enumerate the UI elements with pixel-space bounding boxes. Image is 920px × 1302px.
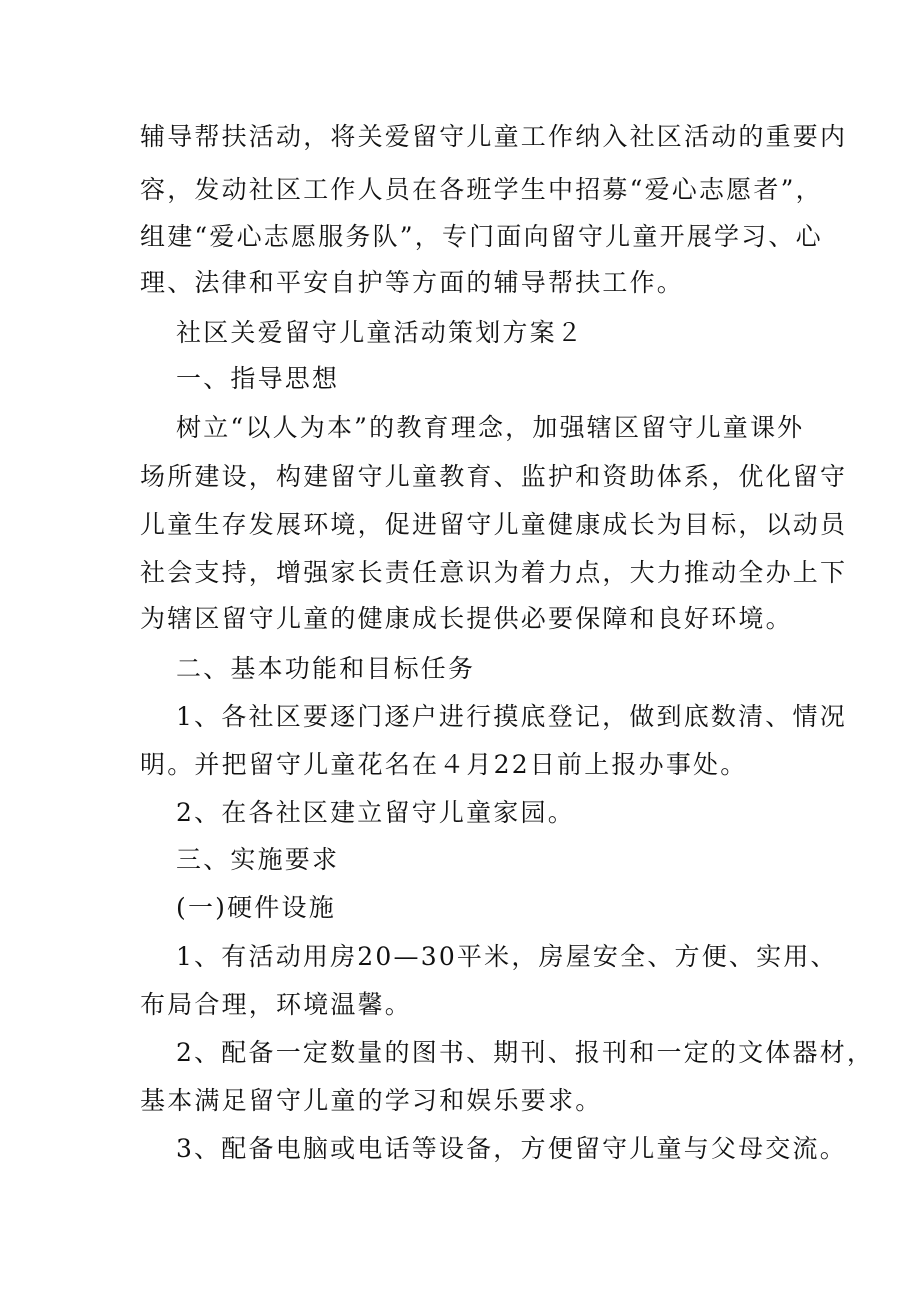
heading-implementation: 三、实施要求 — [176, 845, 340, 874]
section-title: 社区关爱留守儿童活动策划方案２ — [176, 318, 585, 347]
paragraph-line: 理、法律和平安自护等方面的辅导帮扶工作。 — [140, 268, 685, 297]
paragraph-line: 社会支持，增强家长责任意识为着力点，大力推动全办上下 — [140, 558, 848, 587]
list-item: 2、配备一定数量的图书、期刊、报刊和一定的文体器材， — [176, 1038, 875, 1067]
list-item: 2、在各社区建立留守儿童家园。 — [176, 798, 575, 827]
heading-guiding-thought: 一、指导思想 — [176, 364, 340, 393]
list-item: 1、各社区要逐门逐户进行摸底登记，做到底数清、情况 — [176, 702, 847, 731]
paragraph-line: 辅导帮扶活动，将关爱留守儿童工作纳入社区活动的重要内 — [140, 122, 848, 151]
heading-functions-goals: 二、基本功能和目标任务 — [176, 654, 476, 683]
paragraph-line: 容，发动社区工作人员在各班学生中招募“爱心志愿者”， — [140, 175, 823, 204]
paragraph-line: 场所建设，构建留守儿童教育、监护和资助体系，优化留守 — [140, 462, 848, 491]
paragraph-line: 基本满足留守儿童的学习和娱乐要求。 — [140, 1086, 603, 1115]
list-item: 1、有活动用房20—30平米，房屋安全、方便、实用、 — [176, 942, 838, 971]
paragraph-line: 布局合理，环境温馨。 — [140, 990, 413, 1019]
paragraph-line: 明。并把留守儿童花名在４月22日前上报办事处。 — [140, 750, 748, 779]
paragraph-line: 为辖区留守儿童的健康成长提供必要保障和良好环境。 — [140, 604, 793, 633]
list-item: 3、配备电脑或电话等设备，方便留守儿童与父母交流。 — [176, 1134, 847, 1163]
paragraph-line: 组建“爱心志愿服务队”，专门面向留守儿童开展学习、心 — [140, 222, 823, 251]
subheading-hardware: (一)硬件设施 — [176, 893, 336, 922]
paragraph-line: 儿童生存发展环境，促进留守儿童健康成长为目标，以动员 — [140, 510, 848, 539]
paragraph-line: 树立“以人为本”的教育理念，加强辖区留守儿童课外 — [176, 413, 805, 442]
